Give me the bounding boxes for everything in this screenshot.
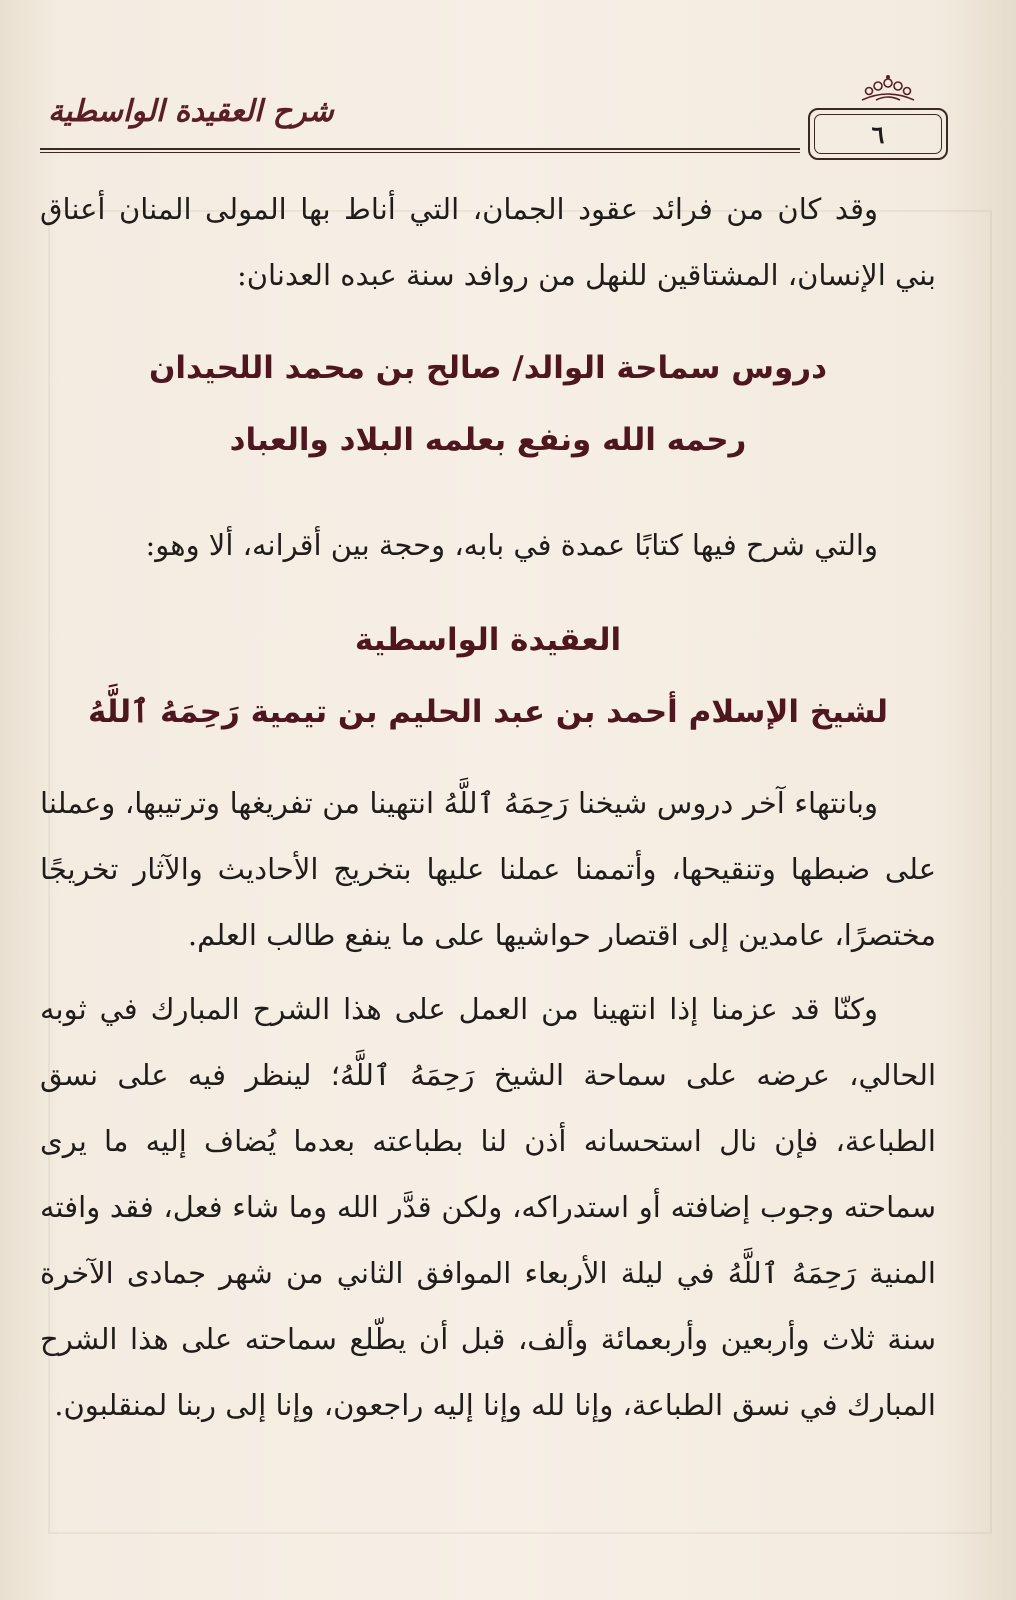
body-paragraph-2: وكنّا قد عزمنا إذا انتهينا من العمل على هذا الشرح المبارك في ثوبه الحالي، عرضه على سماحة الشيخ رَحِمَهُ ٱللَّهُ؛ لينظر فيه على نسق الطباعة، فإن نال استحسانه أذن لنا بطباعته بعدما يُضاف إليه ما يرى سماحته وجوب إضافته أو استدراكه، ولكن قدَّر الله وما شاء فعل، فقد وافته المنية رَحِمَهُ ٱللَّهُ في ليلة الأربعاء الموافق الثاني من شهر جمادى الآخرة سنة ثلاث وأربعين وأربعمائة وألف، قبل أن يطّلع سماحته على هذا الشرح المبارك في نسق الطباعة، وإنا لله وإنا إليه راجعون، وإنا إلى ربنا لمنقلبون.	[40, 992, 936, 1422]
page-header	[40, 72, 940, 162]
book-intro-section	[40, 512, 936, 578]
running-title: شرح العقيدة الواسطية	[48, 94, 334, 129]
lessons-heading-line2: رحمه الله ونفع بعلمه البلاد والعباد	[229, 422, 747, 458]
header-rule	[40, 148, 800, 153]
intro-paragraph: وقد كان من فرائد عقود الجمان، التي أناط بها المولى المنان أعناق بني الإنسان، المشتاقين للنهل من روافد سنة عبده العدنان:	[40, 192, 936, 292]
body-section	[40, 770, 936, 1438]
page-number	[808, 108, 948, 160]
lessons-heading	[40, 332, 936, 476]
intro-section	[40, 176, 936, 308]
book-intro-paragraph: والتي شرح فيها كتابًا عمدة في بابه، وحجة بين أقرانه، ألا وهو:	[145, 528, 878, 562]
floral-ornament-icon	[858, 74, 918, 104]
page-number-text: ٦	[871, 119, 885, 149]
lessons-heading-line1: دروس سماحة الوالد/ صالح بن محمد اللحيدان	[148, 350, 828, 386]
body-paragraph-1: وبانتهاء آخر دروس شيخنا رَحِمَهُ ٱللَّهُ انتهينا من تفريغها وترتيبها، وعملنا على ضبطها وتنقيحها، وأتممنا عملنا عليها بتخريج الأحاديث والآثار تخريجًا مختصرًا، عامدين إلى اقتصار حواشيها على ما ينفع طالب العلم.	[40, 786, 936, 952]
book-author: لشيخ الإسلام أحمد بن عبد الحليم بن تيمية رَحِمَهُ ٱللَّهُ	[87, 694, 889, 730]
book-heading	[40, 604, 936, 748]
book-title: العقيدة الواسطية	[354, 622, 622, 658]
